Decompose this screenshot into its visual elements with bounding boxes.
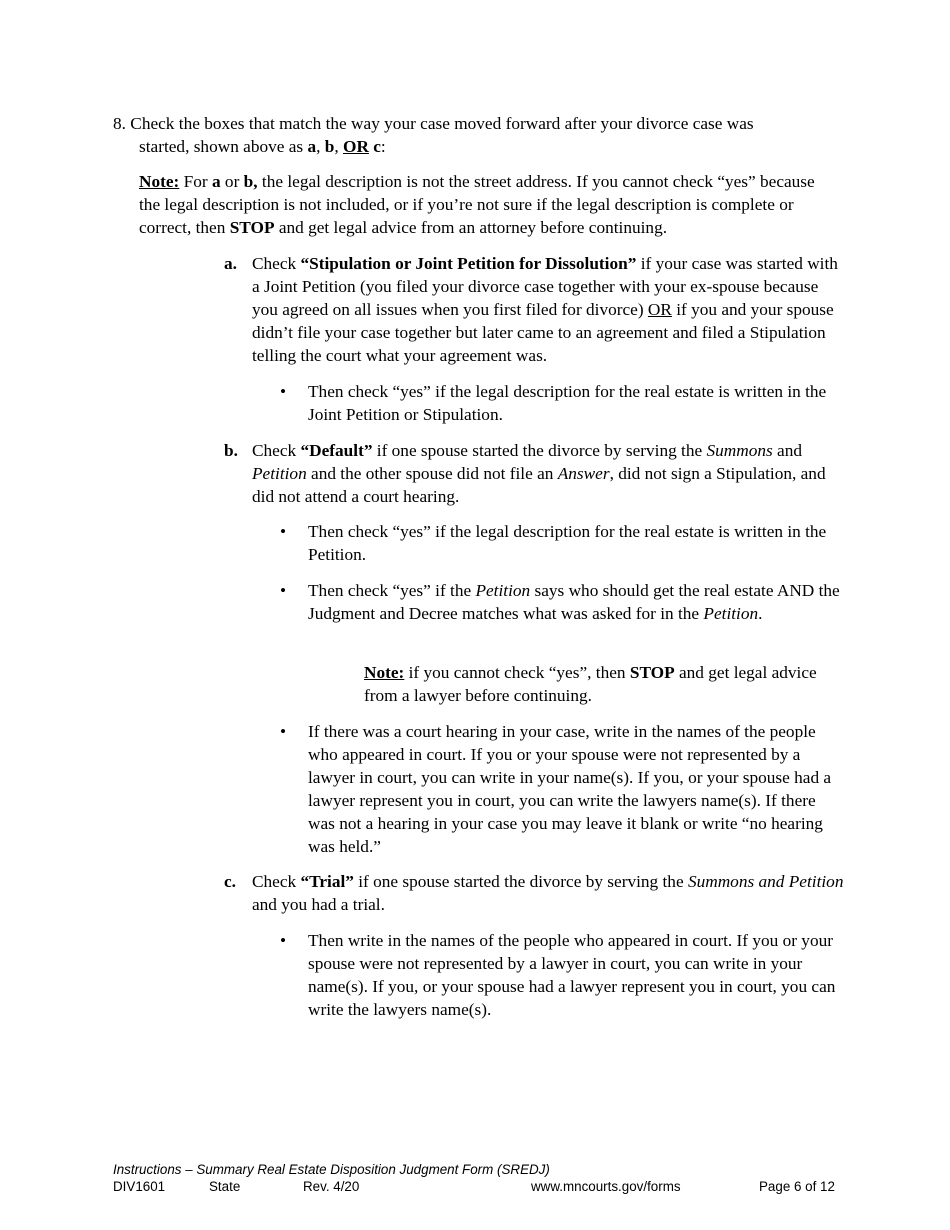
option-b-text: Check “Default” if one spouse started the divorce by serving the Summons and Petition and the other spouse did not file an Answer, did not sign a Stipulation, and did not attend a court hearing.: [252, 441, 826, 506]
footer-title: Instructions – Summary Real Estate Disposition Judgment Form (SREDJ): [113, 1162, 550, 1177]
option-a-bullet: • Then check “yes” if the legal description for the real estate is written in the Joint Petition or Stipulation.: [280, 382, 827, 424]
note-label: Note:: [139, 172, 180, 191]
bullet-glyph: •: [280, 522, 287, 541]
option-a-text: Check “Stipulation or Joint Petition for Dissolution” if your case was started with a Joint Petition (you filed your divorce case together with your ex-spouse because you agreed on all issues when you first filed for divorce) OR if you and your spouse didn’t file your case together but later came to an agreement and filed a Stipulation telling the court what your agreement was.: [252, 254, 838, 365]
bullet-glyph: •: [280, 382, 287, 401]
bullet-glyph: •: [280, 931, 287, 950]
footer-revision: Rev. 4/20: [303, 1178, 360, 1194]
option-marker: a.: [224, 254, 237, 273]
item-8-line2: started, shown above as a, b, OR c:: [139, 137, 386, 156]
footer-url[interactable]: www.mncourts.gov/forms: [531, 1178, 681, 1194]
option-b-default: [224, 439, 844, 508]
footer-form-id: DIV1601: [113, 1178, 166, 1194]
stop-note: Note: if you cannot check “yes”, then STOP and get legal advice from a lawyer before continuing.: [364, 663, 817, 705]
option-a-stipulation: [224, 252, 844, 367]
option-b-bullet-1: • Then check “yes” if the legal description for the real estate is written in the Petition.: [280, 522, 827, 564]
option-c-text: Check “Trial” if one spouse started the divorce by serving the Summons and Petition and you had a trial.: [252, 872, 844, 914]
item-8-line1: 8. Check the boxes that match the way your case moved forward after your divorce case was: [113, 114, 754, 133]
item-number: 8.: [113, 114, 126, 133]
bullet-glyph: •: [280, 581, 287, 600]
footer-meta-row: [113, 1179, 843, 1196]
option-c-trial: [224, 870, 844, 916]
option-b-bullet-3: • If there was a court hearing in your case, write in the names of the people who appeared in court. If you or your spouse were not represented by a lawyer in court, you can write in your name(s). If you, or your spouse had a lawyer represent you in court, you can write the lawyers name(s). If there was not a hearing in your case you may leave it blank or write “no hearing was held.”: [280, 722, 832, 856]
footer-page-number: Page 6 of 12: [759, 1178, 835, 1194]
option-b-bullet-2: • Then check “yes” if the Petition says who should get the real estate AND the Judgment and Decree matches what was asked for in the Petition.: [280, 581, 840, 623]
option-marker: b.: [224, 441, 238, 460]
legal-description-note: Note: For a or b, the legal description is not the street address. If you cannot check “yes” because the legal description is not included, or if you’re not sure if the legal description is complete or correct, then STOP and get legal advice from an attorney before continuing.: [139, 172, 815, 237]
footer-jurisdiction: State: [209, 1178, 241, 1194]
item-8-intro: [113, 112, 853, 158]
bullet-glyph: •: [280, 722, 287, 741]
note-label: Note:: [364, 663, 405, 682]
option-marker: c.: [224, 872, 236, 891]
option-c-bullet: • Then write in the names of the people who appeared in court. If you or your spouse were not represented by a lawyer in court, you can write in your name(s). If you, or your spouse had a lawyer represent you in court, you can write the lawyers name(s).: [280, 931, 836, 1019]
page-footer: [113, 1162, 843, 1196]
